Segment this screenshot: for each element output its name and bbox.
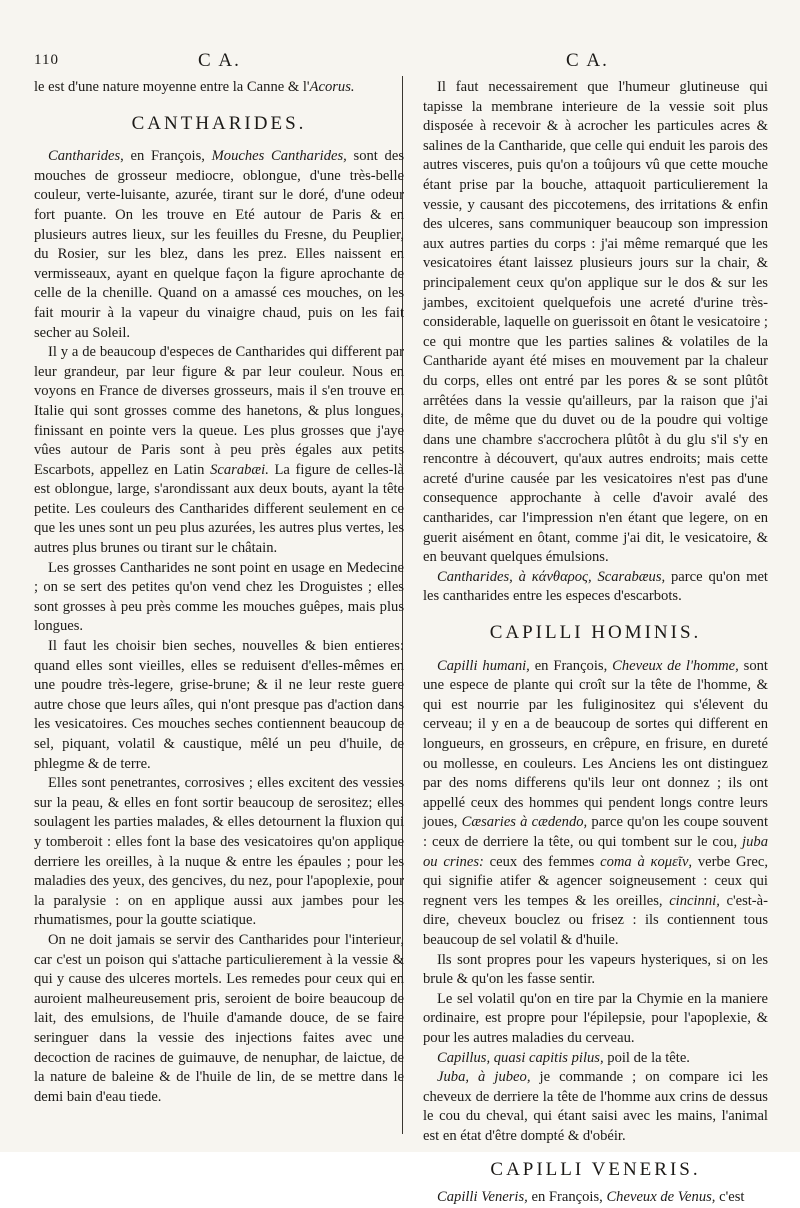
paragraph-cantharides-etymology: Cantharides, à κάνθαρος, Scarabæus, parce qu'on met les cantharides entre les especes d'escarbots. <box>423 568 768 605</box>
paragraph-cantharides-properties: Elles sont penetrantes, corrosives ; elles excitent des vessies sur la peau, & elles en font sortir beaucoup de serositez; elles soulagent les parties malades, & elles detournent la fluxion qui y tomberoit : elles font la base des vesicatoires qu'on applique derriere les oreilles, à la nuque & entre les épaules ; pour les maladies des yeux, des gencives, du nez, pour l'apoplexie, pour la paralysie : on en applique aussi aux jambes pour les rhumatismes, pour la goutte sciatique. <box>34 775 404 929</box>
running-head-left: C A. <box>198 50 241 71</box>
paragraph-juba-etymology: Juba, à jubeo, je commande ; on compare ici les cheveux de derriere la tête de l'homme aux crins de dessus le cou du cheval, qui étant saisi avec les mains, l'animal est en état d'être dompté & d'obéir. <box>423 1069 768 1144</box>
text-columns <box>34 78 769 1206</box>
paragraph-capilli-definition: Capilli humani, en François, Cheveux de l'homme, sont une espece de plante qui croît sur la tête de l'homme, & qui est nourrie par les fuliginositez qui s'élevent du cerveau; il y en a de beaucoup de sortes qui different en longueurs, en grosseurs, en crêpure, en frisure, en dureté ou mollesse, en couleurs. Les Anciens les ont distinguez par des noms differens qu'ils leur ont donnez ; ils ont appellé ceux des hommes qui pendent longs contre leurs joues, Cæsaries à cædendo, parce qu'on les coupe souvent : ceux de derriere la tête, ou qui tombent sur le cou, juba ou crines: ceux des femmes coma à κομεῖν, verbe Grec, qui signifie atifer & agencer soigneusement : ceux qui regnent vers les tempes & les oreilles, cincinni, c'est-à-dire, cheveux bouclez ou frisez : ils contiennent tous beaucoup de sel volatil & d'huile. <box>423 657 769 948</box>
paragraph-cantharides-selection: Il faut les choisir bien seches, nouvelles & bien entieres: quand elles sont vieilles, elles se reduisent d'elles-mêmes en une poudre très-legere, grise-brune; & il ne leur reste guere autre chose que leurs aîles, qui n'ont presque pas d'action dans les vesicatoires. Ces mouches seches contiennent beaucoup de sel, piquant, volatil & caustique, mêlé un peu d'huile, de phlegme & de terre. <box>34 638 404 772</box>
left-column <box>34 78 404 1138</box>
heading-capilli-veneris: CAPILLI VENERIS. <box>490 1159 701 1181</box>
right-column <box>423 78 769 1206</box>
paragraph-cantharides-medicine: Les grosses Cantharides ne sont point en usage en Medecine ; on se sert des petites qu'on vend chez les Droguistes ; elles sont grosses à peu près comme les mouches guêpes, mais plus longues. <box>34 559 404 635</box>
paragraph-cantharides-definition: Cantharides, en François, Mouches Cantharides, sont des mouches de grosseur mediocre, oblongue, d'une très-belle couleur, verte-luisante, azurée, tirant sur le doré, d'une odeur fort puante. On les trouve en Eté autour de Paris & en plusieurs autres lieux, sur les feuilles du Fresne, du Peuplier, du Rosier, sur les blez, dans les prez. Elles naissent en vermisseaux, ayant en quelque façon la figure aprochante de celle de la chenille. Quand on a amassé ces mouches, on les fait mourir à la vapeur du vinaigre chaud, puis on les fait secher au Soleil. <box>34 148 404 341</box>
paragraph-cantharides-bladder: Il faut necessairement que l'humeur glutineuse qui tapisse la membrane interieure de la vessie soit plus disposée à recevoir & à acrocher les particules acres & salines de la Cantharide, que celle qui enduit les parois des autres visceres, puis qu'on a toûjours vû que cette mouche étant prise par la bouche, attaquoit particulierement la vessie, y causant des piccotemens, des irritations & enfin des ulceres, sans communiquer beaucoup son impression aux autres parties du corps : j'ai même remarqué que les vesicatoires étant laissez plusieurs jours sur la chair, & principalement ceux qu'on applique sur le dos & sur les jambes, excitoient quelquefois une acreté d'urine très-considerable, laquelle on guerissoit en ôtant le vesicatoire ; ce qui montre que les parties salines & volatiles de la Cantharide ayant été mises en mouvement par la chaleur du corps, elles ont entré par les pores & se sont plûtôt arrêtées dans la vessie qu'ailleurs, par la raison que j'ai dite, de même que du duvet ou de la poudre qui voltige dans une chambre s'accrochera plûtôt à du glu s'il s'y en rencontre à découvert, qu'aux autres endroits; mais cette acreté d'urine causée par les vesicatoires n'est pas d'une consequence approchante à celle d'avoir avalé des cantharides, car l'impression n'en étant que legere, on en guerit aisément en ôtant, comme j'ai dit, le vesicatoire, & en beuvant quelques émulsions. <box>423 79 768 566</box>
heading-cantharides: CANTHARIDES. <box>131 112 307 134</box>
intro-continuation: le est d'une nature moyenne entre la Canne & l'Acorus. <box>34 79 355 95</box>
paragraph-capillus-etymology: Capillus, quasi capitis pilus, poil de la tête. <box>437 1049 690 1066</box>
heading-capilli-hominis: CAPILLI HOMINIS. <box>489 622 702 644</box>
paragraph-cantharides-species: Il y a de beaucoup d'especes de Cantharides qui different par leur grandeur, par leur figure & par leur couleur. Nous en voyons en France de diverses grosseurs, mais il s'en trouve en Italie qui sont grosses comme des hanetons, & plus longues, finissant en pointe vers la queue. Les plus grosses que j'aye vûes autour de Paris sont à peu près égales aux petits Escarbots, appellez en Latin Scarabæi. La figure de celles-là est oblongue, large, s'arondissant aux deux bouts, ayant la tête petite. Les couleurs des Cantharides different seulement en ce que les unes sont un peu plus azurées, les autres plus vertes, les autres plus brunes ou tirant sur le châtain. <box>34 344 404 557</box>
running-head-right: C A. <box>566 50 609 71</box>
paragraph-capilli-vapeurs: Ils sont propres pour les vapeurs hysteriques, si on les brule & qu'on les fasse sentir. <box>423 951 768 988</box>
paragraph-capilli-veneris-definition: Capilli Veneris, en François, Cheveux de Venus, c'est <box>437 1189 745 1206</box>
page-number: 110 <box>34 52 59 68</box>
paragraph-cantharides-poison: On ne doit jamais se servir des Cantharides pour l'interieur, car c'est un poison qui s'attache particulierement à la vessie & qui y cause des ulceres mortels. Les remedes pour ceux qui en auroient malheureusement pris, seroient de boire beaucoup de lait, des emulsions, de l'huile d'amande douce, de se faire seringuer dans la vessie des injections faites avec une decoction de racines de guimauve, de nenuphar, de laictue, de la nature de baleine & de l'huile de lin, de se mettre dans le demi bain d'eau tiede. <box>34 931 404 1105</box>
paragraph-capilli-sel-volatil: Le sel volatil qu'on en tire par la Chymie en la maniere ordinaire, est propre pour l'épilepsie, pour l'apoplexie, & pour les autres maladies du cerveau. <box>423 990 768 1046</box>
